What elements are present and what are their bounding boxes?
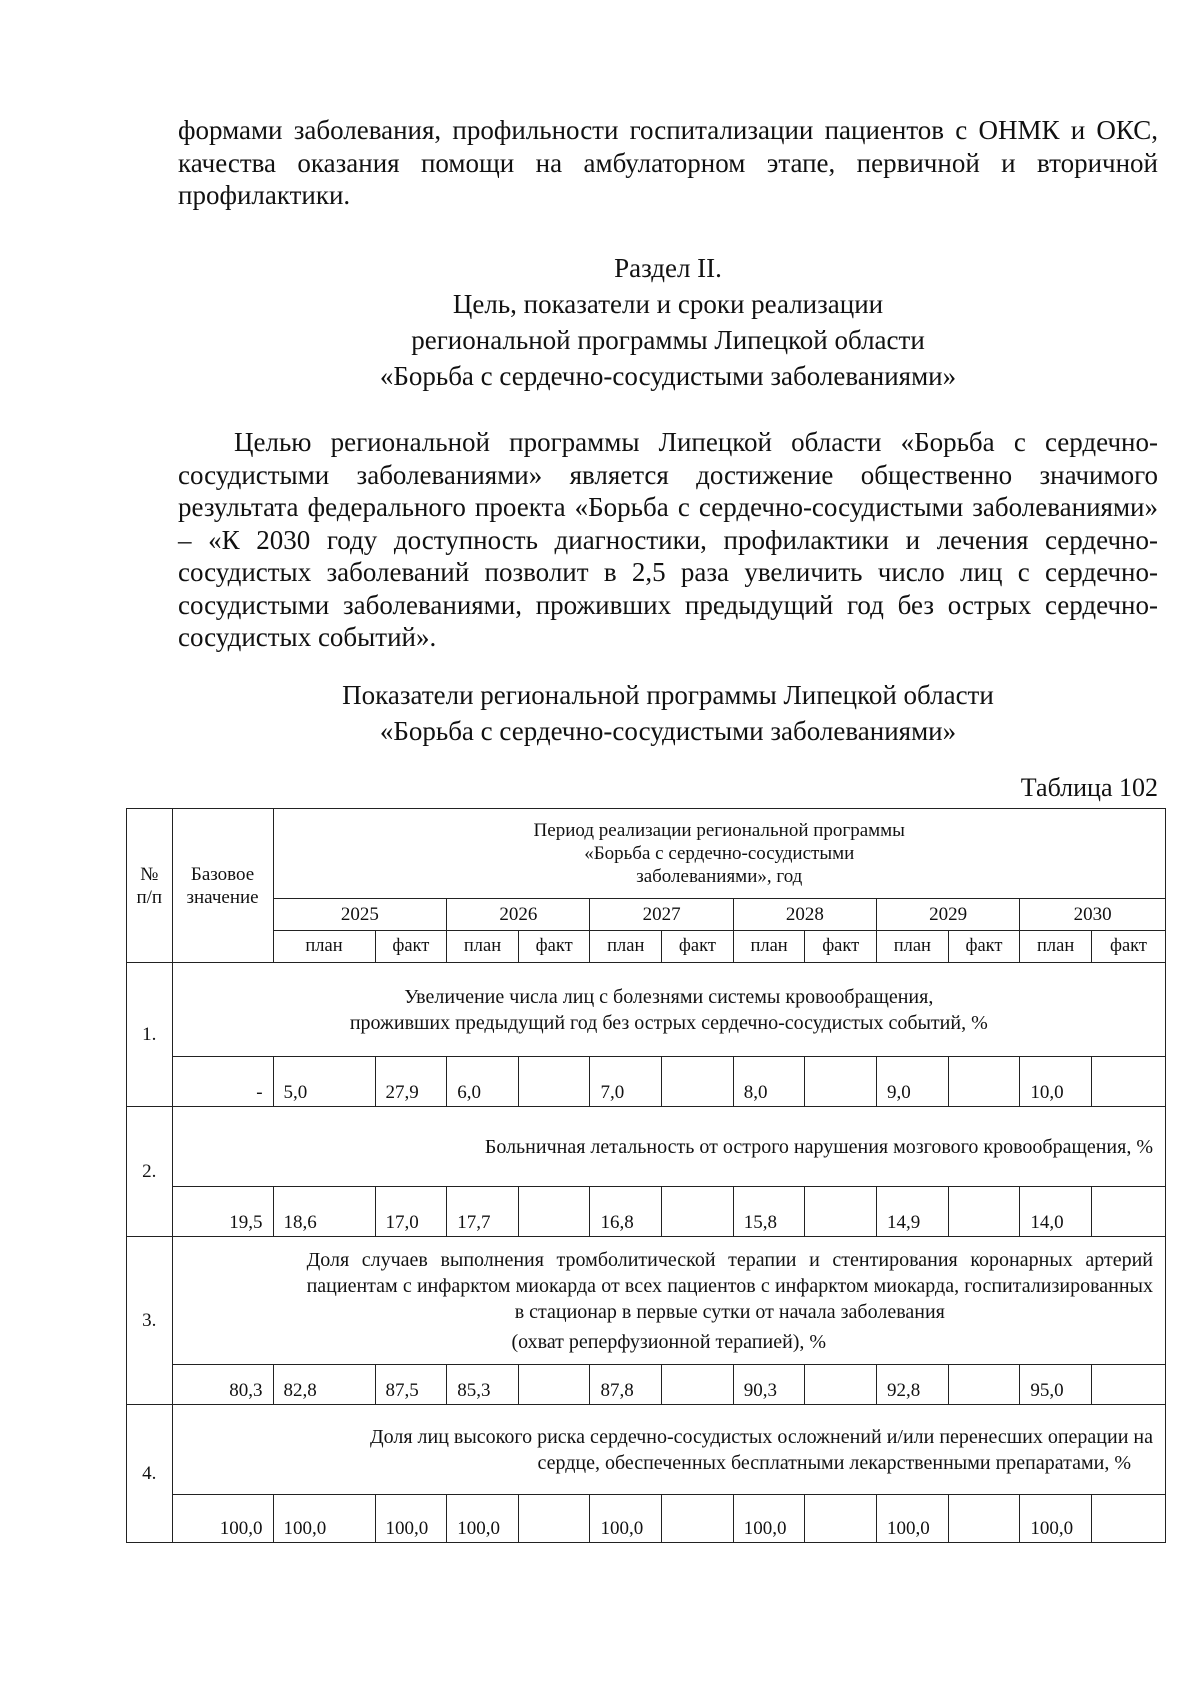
value-cell	[1091, 1365, 1165, 1405]
header-year: 2030	[1020, 899, 1166, 931]
value-cell	[948, 1365, 1020, 1405]
base-value: 100,0	[172, 1495, 273, 1543]
value-cell: 95,0	[1020, 1365, 1092, 1405]
header-year: 2028	[733, 899, 876, 931]
table-caption: Таблица 102	[1020, 773, 1158, 802]
value-cell: 17,0	[375, 1187, 447, 1237]
values-row	[127, 1365, 1166, 1405]
value-cell: 16,8	[590, 1187, 662, 1237]
header-plan: план	[877, 931, 949, 963]
value-cell	[805, 1495, 877, 1543]
value-cell: 18,6	[273, 1187, 375, 1237]
value-cell	[805, 1365, 877, 1405]
header-period-line-2: «Борьба с сердечно-сосудистыми	[584, 843, 855, 864]
value-cell	[662, 1495, 734, 1543]
header-year: 2029	[877, 899, 1020, 931]
value-cell: 100,0	[447, 1495, 519, 1543]
header-period-line-1: Период реализации региональной программы	[533, 820, 905, 841]
value-cell: 9,0	[877, 1057, 949, 1107]
header-plan: план	[590, 931, 662, 963]
indicators-heading	[178, 677, 1158, 749]
value-cell: 82,8	[273, 1365, 375, 1405]
header-year: 2026	[447, 899, 590, 931]
value-cell	[518, 1495, 590, 1543]
value-cell: 100,0	[1020, 1495, 1092, 1543]
value-cell: 100,0	[590, 1495, 662, 1543]
row-number: 3.	[127, 1237, 173, 1405]
indicator-title-line-2: (охват реперфузионной терапией), %	[511, 1330, 827, 1353]
indicator-title-cell	[172, 1237, 1165, 1365]
header-fact: факт	[1091, 931, 1165, 963]
indicator-title-line-2: сердце, обеспеченных бесплатными лекарственными препаратами, %	[537, 1451, 1131, 1474]
indicator-title-line-1: Доля случаев выполнения тромболитической терапии и стентирования коронарных артерий пациентам с инфарктом миокарда от всех пациентов с инфарктом миокарда, госпитализированных в стационар в первые сутки от начала заболевания	[306, 1248, 1153, 1323]
value-cell	[805, 1057, 877, 1107]
header-fact: факт	[518, 931, 590, 963]
value-cell	[948, 1495, 1020, 1543]
value-cell	[662, 1187, 734, 1237]
indicator-title-line-1: Больничная летальность от острого нарушения мозгового кровообращения, %	[484, 1135, 1153, 1158]
table-years-row	[127, 899, 1166, 931]
header-year: 2027	[590, 899, 733, 931]
indicator-row	[127, 1237, 1166, 1365]
section-title-line-3: «Борьба с сердечно-сосудистыми заболеваниями»	[379, 361, 957, 391]
row-number: 2.	[127, 1107, 173, 1237]
header-plan: план	[1020, 931, 1092, 963]
value-cell: 100,0	[877, 1495, 949, 1543]
indicator-row	[127, 963, 1166, 1057]
section-heading-block	[178, 250, 1158, 394]
header-fact: факт	[375, 931, 447, 963]
indicator-title-line-2: проживших предыдущий год без острых сердечно-сосудистых событий, %	[349, 1011, 988, 1034]
base-value: 80,3	[172, 1365, 273, 1405]
values-row	[127, 1057, 1166, 1107]
table-plan-fact-row	[127, 931, 1166, 963]
indicator-row	[127, 1405, 1166, 1495]
value-cell: 17,7	[447, 1187, 519, 1237]
header-year: 2025	[273, 899, 447, 931]
value-cell: 90,3	[733, 1365, 805, 1405]
section-title-line-2: региональной программы Липецкой области	[411, 325, 925, 355]
value-cell	[948, 1187, 1020, 1237]
base-value: -	[172, 1057, 273, 1107]
value-cell: 87,5	[375, 1365, 447, 1405]
indicator-title-cell	[172, 1405, 1165, 1495]
values-row	[127, 1495, 1166, 1543]
value-cell: 14,9	[877, 1187, 949, 1237]
value-cell: 10,0	[1020, 1057, 1092, 1107]
row-number: 4.	[127, 1405, 173, 1543]
row-number: 1.	[127, 963, 173, 1107]
value-cell: 27,9	[375, 1057, 447, 1107]
value-cell: 7,0	[590, 1057, 662, 1107]
indicator-title-line-1: Увеличение числа лиц с болезнями системы кровообращения,	[404, 985, 934, 1008]
header-plan: план	[273, 931, 375, 963]
intro-paragraph: формами заболевания, профильности госпитализации пациентов с ОНМК и ОКС, качества оказания помощи на амбулаторном этапе, первичной и вторичной профилактики.	[178, 115, 1158, 210]
value-cell: 100,0	[733, 1495, 805, 1543]
header-plan: план	[733, 931, 805, 963]
value-cell	[518, 1365, 590, 1405]
value-cell: 92,8	[877, 1365, 949, 1405]
value-cell: 15,8	[733, 1187, 805, 1237]
header-fact: факт	[662, 931, 734, 963]
section-heading: Раздел II.	[614, 253, 722, 283]
value-cell	[662, 1057, 734, 1107]
value-cell: 6,0	[447, 1057, 519, 1107]
goal-paragraph: Целью региональной программы Липецкой области «Борьба с сердечно-сосудистыми заболеваниями» является достижение общественно значимого результата федерального проекта «Борьба с сердечно-сосудистыми заболеваниями» – «К 2030 году доступность диагностики, профилактики и лечения сердечно-сосудистых заболеваний позволит в 2,5 раза увеличить число лиц с сердечно-сосудистыми заболеваниями, проживших предыдущий год без острых сердечно-сосудистых событий».	[178, 427, 1158, 652]
value-cell: 14,0	[1020, 1187, 1092, 1237]
value-cell: 5,0	[273, 1057, 375, 1107]
values-row	[127, 1187, 1166, 1237]
value-cell: 100,0	[273, 1495, 375, 1543]
base-value: 19,5	[172, 1187, 273, 1237]
value-cell: 8,0	[733, 1057, 805, 1107]
header-period-line-3: заболеваниями», год	[636, 866, 803, 887]
indicators-heading-line-1: Показатели региональной программы Липецкой области	[342, 680, 994, 710]
indicators-table	[126, 808, 1166, 1543]
header-num: № п/п	[127, 809, 173, 963]
indicator-title-cell	[172, 1107, 1165, 1187]
value-cell: 85,3	[447, 1365, 519, 1405]
value-cell	[662, 1365, 734, 1405]
header-fact: факт	[805, 931, 877, 963]
value-cell	[1091, 1495, 1165, 1543]
header-plan: план	[447, 931, 519, 963]
value-cell: 87,8	[590, 1365, 662, 1405]
table-header-row	[127, 809, 1166, 899]
section-title-line-1: Цель, показатели и сроки реализации	[452, 289, 884, 319]
header-fact: факт	[948, 931, 1020, 963]
value-cell	[948, 1057, 1020, 1107]
value-cell	[805, 1187, 877, 1237]
value-cell	[518, 1057, 590, 1107]
indicators-heading-line-2: «Борьба с сердечно-сосудистыми заболеваниями»	[379, 716, 957, 746]
value-cell: 100,0	[375, 1495, 447, 1543]
value-cell	[518, 1187, 590, 1237]
header-period	[273, 809, 1165, 899]
indicator-row	[127, 1107, 1166, 1187]
value-cell	[1091, 1057, 1165, 1107]
indicator-title-cell	[172, 963, 1165, 1057]
value-cell	[1091, 1187, 1165, 1237]
indicator-title-line-1: Доля лиц высокого риска сердечно-сосудистых осложнений и/или перенесших операции на	[369, 1425, 1153, 1448]
header-base: Базовое значение	[172, 809, 273, 963]
